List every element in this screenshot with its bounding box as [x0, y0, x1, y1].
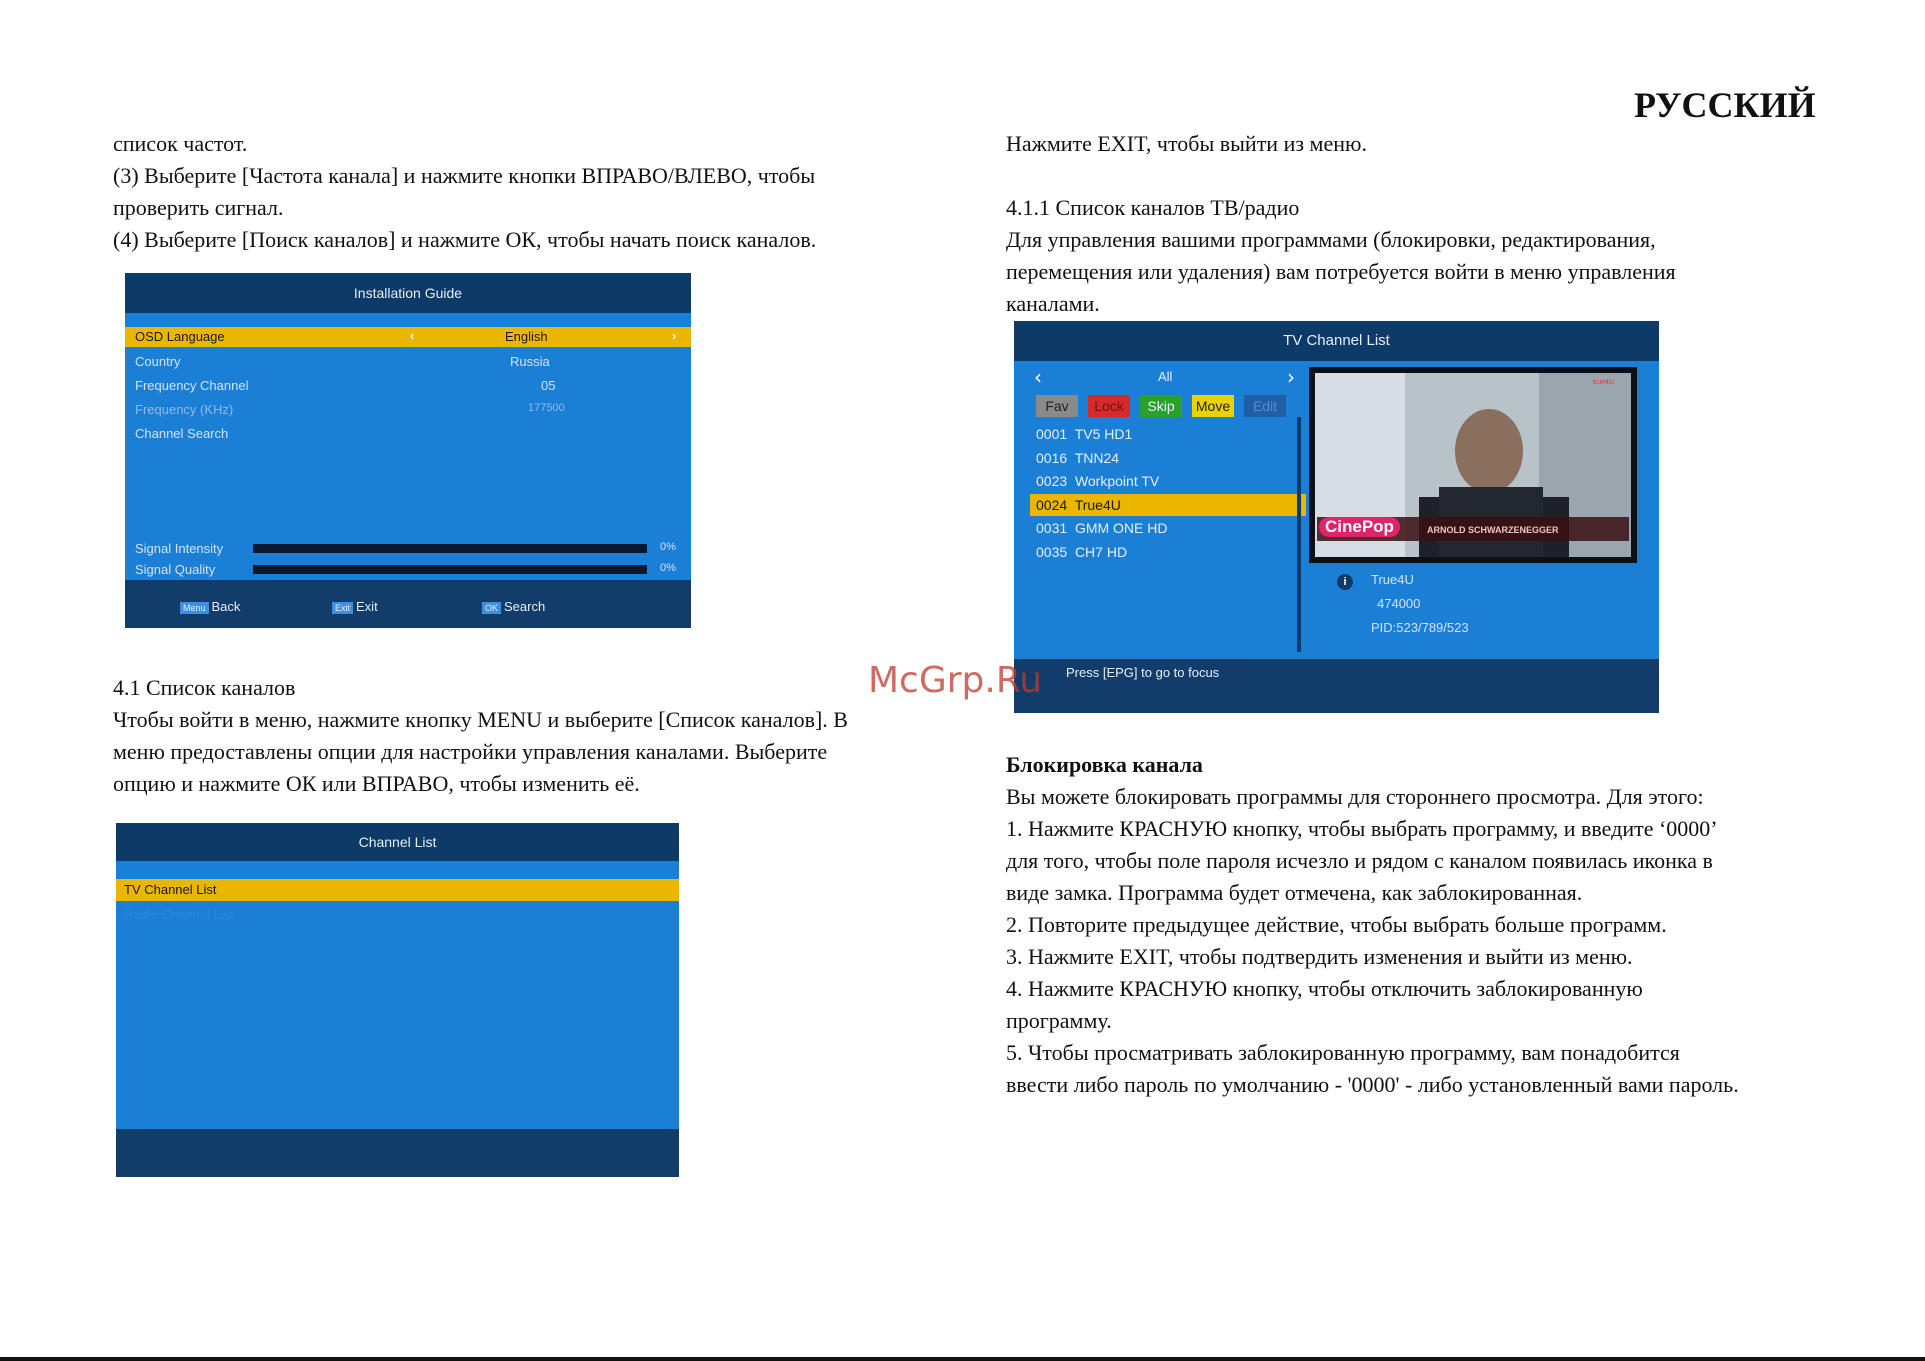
info-frequency: 474000 — [1377, 596, 1421, 611]
menu-item: Radio Channel List — [124, 907, 234, 922]
chevron-left-icon: ‹ — [410, 328, 415, 343]
channel-row[interactable] — [1030, 470, 1306, 492]
channel-number: 0023 — [1036, 473, 1068, 489]
text-line: проверить сигнал. — [113, 195, 284, 220]
channel-number: 0035 — [1036, 543, 1068, 560]
info-pid: PID:523/789/523 — [1371, 620, 1469, 635]
row-value: 177500 — [528, 402, 565, 414]
tv-channel-list-screenshot — [1014, 321, 1659, 713]
row-label: Channel Search — [135, 426, 229, 441]
channel-row[interactable] — [1030, 423, 1306, 445]
lock-button: Lock — [1088, 395, 1130, 417]
text-line: виде замка. Программа будет отмечена, как заблокированная. — [1006, 880, 1583, 905]
text-line: программу. — [1006, 1008, 1112, 1033]
group-name: All — [1158, 369, 1173, 384]
ok-key-icon: OK — [482, 602, 501, 614]
row-value: English — [505, 329, 548, 344]
bottom-rule — [0, 1357, 1925, 1361]
text-line: 3. Нажмите EXIT, чтобы подтвердить изменения и выйти из меню. — [1006, 944, 1633, 969]
signal-quality-bar — [253, 565, 647, 574]
channel-row[interactable] — [1030, 494, 1306, 516]
text-line: 5. Чтобы просматривать заблокированную программу, вам понадобится — [1006, 1040, 1680, 1065]
text-line: Чтобы войти в меню, нажмите кнопку MENU и выберите [Список каналов]. В — [113, 707, 848, 732]
channel-number: 0024 — [1036, 496, 1068, 513]
signal-quality-value: 0% — [660, 562, 676, 574]
text-line: 2. Повторите предыдущее действие, чтобы выбрать больше программ. — [1006, 912, 1667, 937]
text-line: для того, чтобы поле пароля исчезло и рядом с каналом появилась иконка в — [1006, 848, 1713, 873]
signal-quality-label: Signal Quality — [135, 562, 216, 577]
chevron-left-icon: ‹ — [1034, 365, 1042, 389]
row-label: Country — [135, 354, 181, 369]
signal-intensity-value: 0% — [660, 541, 676, 553]
footer-label: Search — [504, 599, 546, 614]
signal-intensity-bar — [253, 544, 647, 553]
row-label: Frequency (KHz) — [135, 402, 234, 417]
channel-list-footer — [116, 1129, 679, 1177]
channel-name: TNN24 — [1074, 449, 1120, 466]
channel-row[interactable] — [1030, 541, 1306, 563]
row-value: 05 — [541, 378, 556, 393]
channel-name: Workpoint TV — [1074, 473, 1160, 489]
left-intro-text — [113, 128, 816, 256]
channel-list-screenshot — [116, 823, 679, 1177]
cinepop-logo: CinePop — [1319, 517, 1400, 537]
section-heading: Блокировка канала — [1006, 752, 1203, 777]
row-label: Frequency Channel — [135, 378, 249, 393]
edit-button: Edit — [1244, 395, 1286, 417]
row-value: Russia — [510, 354, 550, 369]
footer-label: Back — [211, 599, 241, 614]
section-4-1 — [113, 672, 848, 800]
text-line: (3) Выберите [Частота канала] и нажмите кнопки ВПРАВО/ВЛЕВО, чтобы — [113, 163, 816, 188]
text-line: ввести либо пароль по умолчанию - '0000' - либо установленный вами пароль. — [1006, 1072, 1739, 1097]
signal-intensity-label: Signal Intensity — [135, 541, 224, 556]
channel-name: True4U — [1074, 496, 1121, 513]
channel-row[interactable] — [1030, 447, 1306, 469]
section-4-1-1 — [1006, 192, 1676, 320]
lock-section — [1006, 749, 1739, 1101]
menu-key-icon: Menu — [180, 602, 209, 614]
language-heading: РУССКИЙ — [1634, 85, 1816, 125]
section-heading: 4.1.1 Список каналов ТВ/радио — [1006, 195, 1300, 220]
text-line: Нажмите EXIT, чтобы выйти из меню. — [1006, 131, 1367, 156]
channel-name: GMM ONE HD — [1074, 520, 1168, 536]
video-preview — [1309, 367, 1637, 563]
channel-name: TV5 HD1 — [1074, 426, 1133, 442]
channel-name: CH7 HD — [1074, 543, 1128, 560]
menu-item: TV Channel List — [124, 882, 217, 897]
text-line: меню предоставлены опции для настройки управления каналами. Выберите — [113, 739, 828, 764]
footer-label: Exit — [356, 599, 378, 614]
tv-channel-list-title: TV Channel List — [1014, 321, 1659, 361]
channel-row[interactable] — [1030, 517, 1306, 539]
function-buttons — [1036, 395, 1296, 417]
section-heading: 4.1 Список каналов — [113, 675, 296, 700]
text-line: Для управления вашими программами (блокировки, редактирования, — [1006, 227, 1656, 252]
exit-key-icon: Exit — [332, 602, 353, 614]
text-line: 4. Нажмите КРАСНУЮ кнопку, чтобы отключить заблокированную — [1006, 976, 1643, 1001]
text-line: Вы можете блокировать программы для стороннего просмотра. Для этого: — [1006, 784, 1704, 809]
channel-number: 0001 — [1036, 426, 1068, 442]
text-line: опцию и нажмите ОК или ВПРАВО, чтобы изменить её. — [113, 771, 640, 796]
info-icon: i — [1337, 574, 1353, 590]
channel-list-title: Channel List — [116, 823, 679, 861]
installation-guide-screenshot — [125, 273, 691, 628]
installation-guide-title: Installation Guide — [125, 273, 691, 313]
chevron-right-icon: › — [672, 328, 677, 343]
footer-search — [482, 599, 545, 614]
text-line: список частот. — [113, 131, 248, 156]
text-line: перемещения или удаления) вам потребуется войти в меню управления — [1006, 259, 1676, 284]
epg-hint: Press [EPG] to go to focus — [1066, 665, 1220, 680]
channel-number: 0031 — [1036, 520, 1068, 536]
list-divider — [1297, 417, 1301, 652]
right-intro-text — [1006, 128, 1367, 160]
footer-exit — [332, 599, 378, 614]
channel-number: 0016 — [1036, 449, 1068, 466]
footer-back — [180, 599, 240, 614]
text-line: 1. Нажмите КРАСНУЮ кнопку, чтобы выбрать программу, и введите ‘0000’ — [1006, 816, 1718, 841]
info-channel-name: True4U — [1371, 572, 1414, 587]
row-label: OSD Language — [135, 329, 225, 344]
chevron-right-icon: › — [1287, 365, 1295, 389]
program-caption: ARNOLD SCHWARZENEGGER — [1427, 525, 1559, 535]
text-line: (4) Выберите [Поиск каналов] и нажмите ОК, чтобы начать поиск каналов. — [113, 227, 817, 252]
text-line: каналами. — [1006, 291, 1100, 316]
channel-corner-logo: true4U — [1593, 379, 1615, 386]
move-button: Move — [1192, 395, 1234, 417]
watermark: McGrp.Ru — [868, 660, 1043, 701]
fav-button: Fav — [1036, 395, 1078, 417]
skip-button: Skip — [1140, 395, 1182, 417]
